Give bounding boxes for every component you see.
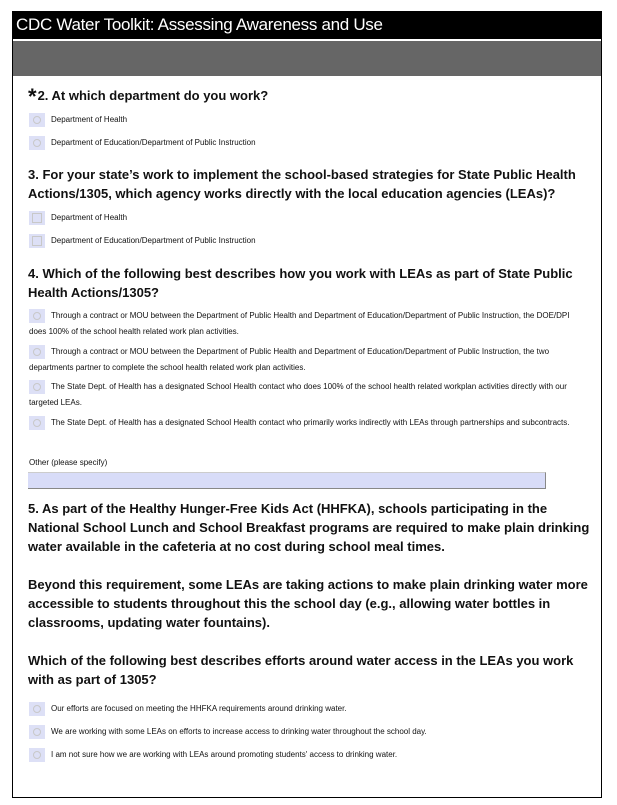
q4-title: 4. Which of the following best describes how you work with LEAs as part of State Public Health Actions/1305? — [28, 266, 573, 300]
radio-button[interactable] — [29, 380, 45, 394]
radio-button[interactable] — [29, 113, 45, 127]
radio-button[interactable] — [29, 725, 45, 739]
q3-title: 3. For your state’s work to implement the school-based strategies for State Public Health Actions/1305, which agency works directly with the local education agencies (LEAs)? — [28, 167, 576, 201]
q3-option[interactable]: Department of Health — [29, 210, 589, 226]
header-band — [13, 40, 601, 76]
radio-button[interactable] — [29, 702, 45, 716]
checkbox[interactable] — [29, 234, 45, 248]
radio-button[interactable] — [29, 309, 45, 323]
q4-option[interactable]: Through a contract or MOU between the Department of Public Health and Department of Education/Department of Public Instruction, the two departments partner to complete the school health related work plan activities. — [29, 344, 589, 376]
checkbox[interactable] — [29, 211, 45, 225]
q4-option[interactable]: The State Dept. of Health has a designated School Health contact who does 100% of the school health related workplan activities directly with our targeted LEAs. — [29, 379, 589, 411]
q4-option[interactable]: Through a contract or MOU between the Department of Public Health and Department of Education/Department of Public Instruction, the DOE/DPI does 100% of the school health related work plan activities. — [29, 308, 589, 340]
other-label: Other (please specify) — [29, 458, 108, 467]
required-asterisk: * — [28, 84, 37, 109]
radio-button[interactable] — [29, 345, 45, 359]
q5-option[interactable]: We are working with some LEAs on efforts to increase access to drinking water throughout the school day. — [29, 724, 589, 740]
q5-option[interactable]: I am not sure how we are working with LEAs around promoting students' access to drinking water. — [29, 747, 589, 763]
q5-option[interactable]: Our efforts are focused on meeting the HHFKA requirements around drinking water. — [29, 701, 589, 717]
radio-button[interactable] — [29, 416, 45, 430]
survey-window — [12, 11, 602, 798]
radio-button[interactable] — [29, 136, 45, 150]
other-specify-input[interactable] — [28, 472, 546, 489]
q3-option[interactable]: Department of Education/Department of Public Instruction — [29, 233, 589, 249]
q5-text: 5. As part of the Healthy Hunger-Free Kids Act (HHFKA), schools participating in the National School Lunch and School Breakfast programs are required to make plain drinking water available in the cafeteria at no cost during school meal times. Beyond this requirement, some LEAs are taking actions to make plain drinking water more accessible to students throughout this the school day (e.g., allowing water bottles in classrooms, updating water fountains). Which of the following best describes efforts around water access in the LEAs you work with as part of 1305? — [28, 501, 590, 687]
q2-option[interactable]: Department of Education/Department of Public Instruction — [29, 135, 589, 151]
window-title: CDC Water Toolkit: Assessing Awareness and Use — [13, 11, 601, 39]
q4-option[interactable]: The State Dept. of Health has a designated School Health contact who primarily works indirectly with LEAs through partnerships and subcontracts. — [29, 415, 589, 431]
q2-title: *2. At which department do you work? — [28, 84, 269, 109]
radio-button[interactable] — [29, 748, 45, 762]
q2-option[interactable]: Department of Health — [29, 112, 589, 128]
